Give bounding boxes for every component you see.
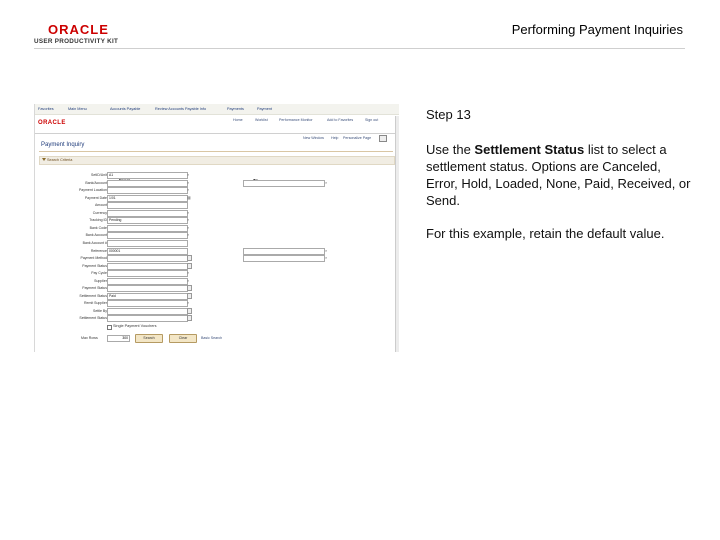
breadcrumb-nav [35, 104, 399, 115]
header-divider [34, 48, 685, 49]
breadcrumb-item[interactable]: Accounts Payable [110, 107, 141, 111]
dropdown-icon[interactable] [187, 263, 192, 269]
criteria-label: Pay Cycle [91, 271, 107, 276]
new-window-link[interactable]: New Window [303, 136, 324, 140]
criteria-label: Bank/Account [85, 180, 107, 185]
criteria-from-input[interactable] [107, 180, 188, 187]
app-logo: ORACLE [38, 120, 66, 126]
criteria-row [35, 270, 365, 277]
header-link-performance[interactable]: Performance Monitor [279, 118, 313, 122]
criteria-from-input[interactable]: 1/01 [107, 195, 188, 202]
grid-icon[interactable] [379, 135, 387, 142]
criteria-row [35, 315, 365, 322]
criteria-label: Payment Status [82, 263, 107, 268]
oracle-upk-logo [34, 22, 134, 50]
criteria-label: Settle By [92, 308, 107, 313]
lookup-icon[interactable]: ⌕ [325, 179, 328, 185]
criteria-from-input[interactable]: 000001 [107, 248, 188, 255]
search-button[interactable]: Search [135, 334, 163, 343]
criteria-label: Settlement Status [79, 316, 107, 321]
criteria-from-input[interactable] [107, 270, 188, 277]
criteria-from-input[interactable] [107, 232, 188, 239]
lookup-icon[interactable]: ⌕ [187, 209, 190, 215]
criteria-row [35, 293, 365, 300]
lookup-icon[interactable]: ⌕ [187, 224, 190, 230]
criteria-from-input[interactable] [107, 240, 188, 247]
search-criteria-label: Search Criteria [47, 158, 73, 162]
criteria-row [35, 210, 365, 217]
header-link-home[interactable]: Home [233, 118, 243, 122]
lookup-icon[interactable]: ⌕ [187, 232, 190, 238]
vertical-scrollbar[interactable] [395, 116, 399, 352]
criteria-from-input[interactable] [107, 315, 188, 322]
chevron-down-icon [42, 158, 46, 161]
help-link[interactable]: Help [331, 136, 339, 140]
criteria-from-input[interactable]: Paid [107, 293, 188, 300]
logo-oracle-text: ORACLE [48, 22, 109, 37]
criteria-label: SetID/Unit [91, 173, 107, 177]
criteria-label: Payment Method [80, 256, 107, 261]
criteria-label: Remit Supplier [84, 301, 107, 306]
breadcrumb-item[interactable]: Payment [257, 107, 272, 111]
header-link-favorites[interactable]: Add to Favorites [327, 118, 354, 122]
criteria-from-input[interactable]: Pending [107, 217, 188, 224]
app-header [35, 115, 399, 134]
clear-button[interactable]: Clear [169, 334, 197, 343]
instruction-note: For this example, retain the default value. [426, 226, 665, 241]
criteria-label: Supplier [94, 278, 107, 283]
criteria-label: Bank Account [85, 233, 107, 238]
criteria-row [35, 195, 365, 202]
calendar-icon[interactable]: ▦ [187, 194, 191, 200]
criteria-from-input[interactable]: A1 [107, 172, 188, 179]
search-criteria-header[interactable] [39, 156, 395, 165]
dropdown-icon[interactable] [187, 285, 192, 291]
criteria-from-input[interactable] [107, 300, 188, 307]
criteria-label: Tracking ID [89, 218, 107, 223]
lookup-icon[interactable]: ⌕ [187, 277, 190, 283]
breadcrumb-item[interactable]: Main Menu [68, 107, 87, 111]
breadcrumb-item[interactable]: Favorites [38, 107, 54, 111]
criteria-label: Bank Code [89, 225, 107, 230]
criteria-row [35, 263, 365, 270]
instruction-text-end: list to select a settlement status. Options are Canceled, Error, Hold, Loaded, None, Paid, Received, or Send. [426, 142, 691, 208]
criteria-row [35, 180, 365, 187]
lookup-icon[interactable]: ⌕ [187, 217, 190, 223]
criteria-from-input[interactable] [107, 263, 188, 270]
criteria-label: Payment Status [82, 286, 107, 291]
lookup-icon[interactable]: ⌕ [187, 172, 190, 177]
criteria-row [35, 172, 365, 179]
criteria-row [35, 187, 365, 194]
lookup-icon[interactable]: ⌕ [325, 247, 328, 253]
criteria-from-input[interactable] [107, 187, 188, 194]
criteria-from-input[interactable] [107, 278, 188, 285]
instruction-panel [426, 106, 691, 258]
lookup-icon[interactable]: ⌕ [187, 187, 190, 193]
criteria-label: Payment Location [78, 188, 107, 193]
breadcrumb-item[interactable]: Review Accounts Payable Info [155, 107, 207, 111]
criteria-from-input[interactable] [107, 225, 188, 232]
breadcrumb-item[interactable]: Payments [227, 107, 244, 111]
single-voucher-label: Single Payment Vouchers [113, 324, 157, 328]
criteria-from-input[interactable] [107, 255, 188, 262]
single-voucher-checkbox[interactable] [107, 325, 112, 330]
criteria-label: Amount [94, 203, 107, 208]
step-number: Step 13 [426, 107, 471, 122]
basic-search-link[interactable]: Basic Search [201, 336, 223, 340]
criteria-from-input[interactable] [107, 210, 188, 217]
criteria-from-input[interactable] [107, 285, 188, 292]
criteria-from-input[interactable] [107, 202, 188, 209]
criteria-row [35, 232, 365, 239]
criteria-row [35, 300, 365, 307]
criteria-row [35, 278, 365, 285]
criteria-row [35, 308, 365, 315]
dropdown-icon[interactable] [187, 255, 192, 261]
criteria-label: Reference [90, 248, 107, 253]
header-link-worklist[interactable]: Worklist [255, 118, 268, 122]
lookup-icon[interactable]: ⌕ [187, 179, 190, 185]
page-title: Payment Inquiry [41, 142, 85, 148]
dropdown-icon[interactable] [187, 293, 192, 299]
criteria-to-input[interactable] [243, 180, 325, 187]
lookup-icon[interactable]: ⌕ [187, 270, 190, 276]
criteria-row [35, 285, 365, 292]
slide-title: Performing Payment Inquiries [511, 22, 683, 37]
criteria-row [35, 255, 365, 262]
criteria-label: Currency [92, 210, 107, 215]
instruction-field-name: Settlement Status [474, 142, 585, 157]
max-rows-label: Max Rows [81, 336, 98, 340]
criteria-label: Settlement Status [79, 293, 107, 298]
criteria-to-input[interactable] [243, 255, 325, 262]
lookup-icon[interactable]: ⌕ [187, 300, 190, 306]
title-divider [39, 151, 393, 152]
lookup-icon[interactable]: ⌕ [325, 255, 328, 261]
criteria-row [35, 225, 365, 232]
criteria-from-input[interactable] [107, 308, 188, 315]
instruction-text [426, 141, 691, 209]
criteria-row [35, 217, 365, 224]
header-link-signout[interactable]: Sign out [365, 118, 379, 122]
criteria-label: Bank Account # [82, 240, 107, 245]
page-toolbar [35, 134, 399, 144]
app-screenshot [34, 104, 399, 352]
criteria-row [35, 202, 365, 209]
criteria-label: Payment Date [84, 195, 107, 200]
criteria-row [35, 248, 365, 255]
personalize-link[interactable]: Personalize Page [343, 136, 372, 140]
max-rows-input[interactable]: 300 [107, 335, 130, 342]
dropdown-icon[interactable] [187, 315, 192, 321]
instruction-text-start: Use the [426, 142, 475, 157]
criteria-to-input[interactable] [243, 248, 325, 255]
criteria-row [35, 240, 365, 247]
logo-upk-text: USER PRODUCTIVITY KIT [34, 38, 119, 45]
dropdown-icon[interactable] [187, 308, 192, 314]
